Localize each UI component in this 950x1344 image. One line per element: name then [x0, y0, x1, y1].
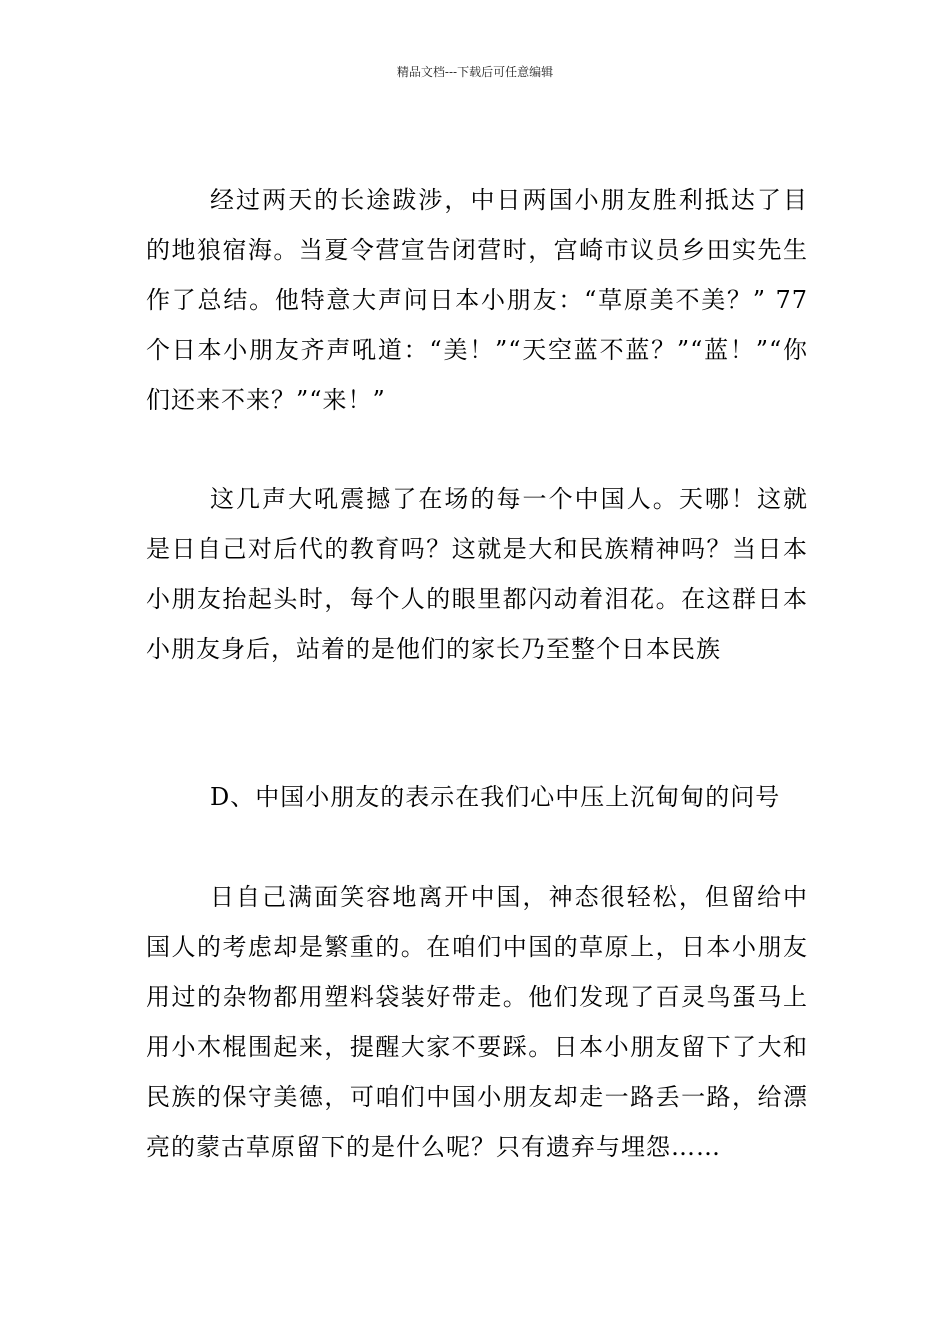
paragraph-1: 经过两天的长途跋涉，中日两国小朋友胜利抵达了目的地狼宿海。当夏令营宣告闭营时，宫崎市议员乡田实先生作了总结。他特意大声问日本小朋友：“草原美不美？” 77个日本小朋友齐声吼道：“美！”“天空蓝不蓝？”“蓝！”“你们还来不来？”“来！”	[146, 186, 808, 414]
paragraph-3: 日自己满面笑容地离开中国，神态很轻松，但留给中国人的考虑却是繁重的。在咱们中国的草原上，日本小朋友用过的杂物都用塑料袋装好带走。他们发现了百灵鸟蛋马上用小木棍围起来，提醒大家不要踩。日本小朋友留下了大和民族的保守美德，可咱们中国小朋友却走一路丢一路，给漂亮的蒙古草原留下的是什么呢？只有遗弃与埋怨……	[146, 883, 808, 1161]
section-heading: D、中国小朋友的表示在我们心中压上沉甸甸的问号	[210, 783, 781, 811]
paragraph-2: 这几声大吼震撼了在场的每一个中国人。天哪！这就是日自己对后代的教育吗？这就是大和民族精神吗？当日本小朋友抬起头时，每个人的眼里都闪动着泪花。在这群日本小朋友身后，站着的是他们的家长乃至整个日本民族	[146, 485, 808, 663]
page-header: 精品文档---下载后可任意编辑	[396, 65, 554, 79]
